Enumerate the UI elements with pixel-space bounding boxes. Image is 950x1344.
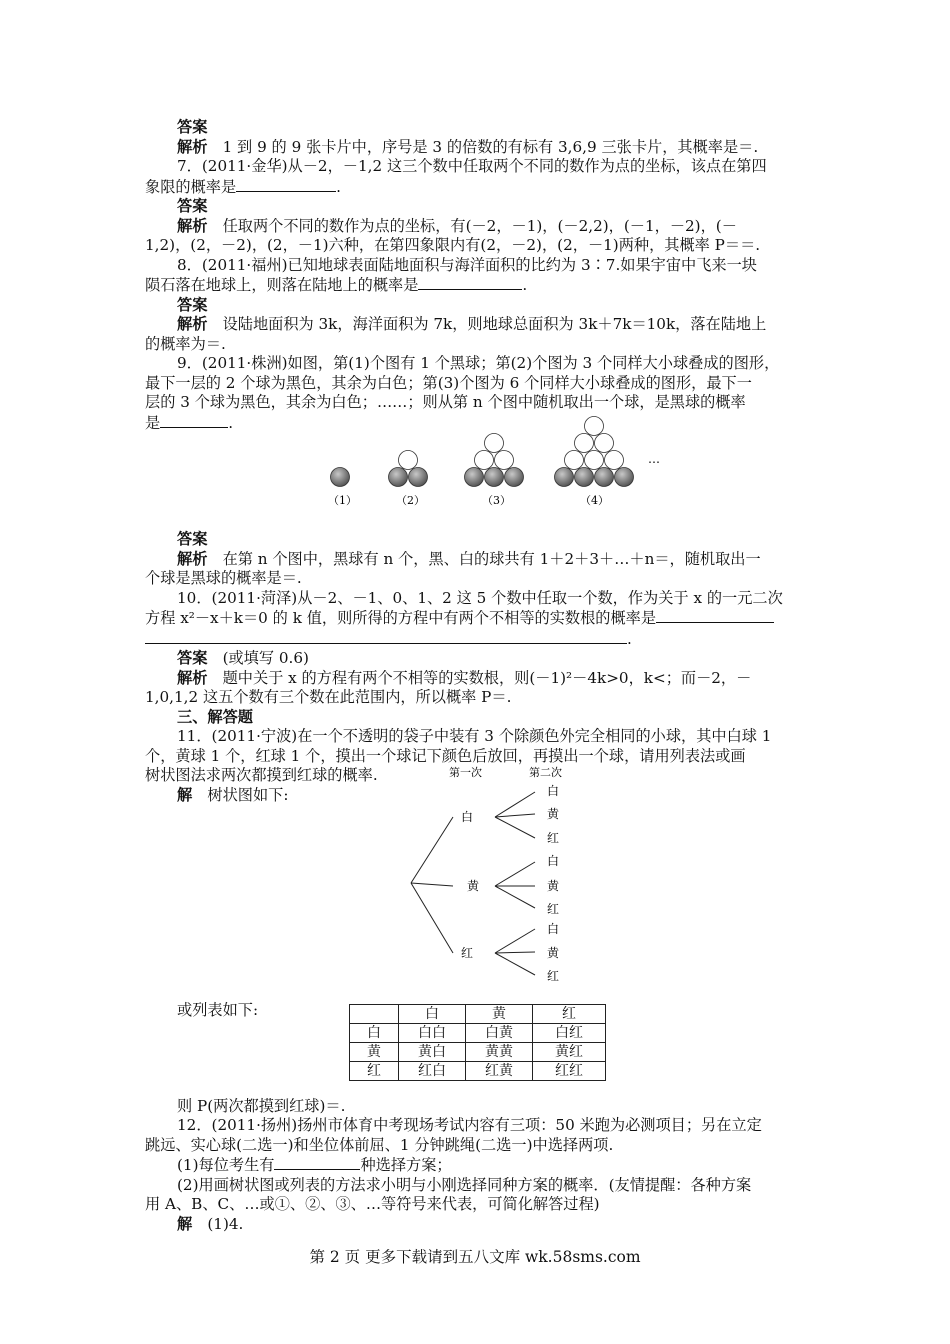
black-ball: [331, 468, 350, 487]
question-9-cont: 层的 3 个球为黑色，其余为白色；……；则从第 n 个图中随机取出一个球，是黑球的概率: [145, 393, 746, 411]
page-footer: 第 2 页 更多下载请到五八文库 wk.58sms.com: [309, 1248, 641, 1266]
figure-label-3: （3）: [482, 494, 511, 507]
white-ball: [585, 451, 604, 470]
tree-first-white: 白: [461, 810, 474, 824]
analysis-line: 的概率为＝.: [145, 334, 226, 353]
table-cell: 白红: [533, 1024, 606, 1043]
white-ball: [475, 451, 494, 470]
table-cell: 黄: [350, 1043, 399, 1062]
table-cell: 红红: [533, 1062, 606, 1081]
table-cell: 白: [350, 1024, 399, 1043]
answer-line: 答案 (或填写 0.6): [177, 649, 309, 667]
analysis-line: 1,0,1,2 这五个数有三个数在此范围内，所以概率 P＝.: [145, 688, 512, 706]
figure-ellipsis: …: [648, 452, 660, 466]
stacked-balls-figure: [322, 405, 682, 515]
tree-header-first: 第一次: [449, 766, 482, 779]
question-11-cont: 树状图法求两次都摸到红球的概率.: [145, 766, 378, 784]
white-ball: [485, 434, 504, 453]
table-cell: 黄白: [399, 1043, 466, 1062]
tree-second-white: 白: [547, 922, 560, 936]
black-ball: [409, 468, 428, 487]
table-cell: 黄黄: [466, 1043, 533, 1062]
solution-line: 解 (1)4.: [177, 1214, 244, 1233]
tree-second-yellow: 黄: [547, 946, 560, 960]
table-row: [350, 1024, 606, 1043]
table-cell: 红: [350, 1062, 399, 1081]
question-11-cont: 个，黄球 1 个，红球 1 个，摸出一个球记下颜色后放回，再摸出一个球，请用列表法或画: [145, 746, 746, 765]
question-12-part2: (2)用画树状图或列表的方法求小明与小刚选择同种方案的概率．(友情提醒：各种方案: [177, 1175, 752, 1194]
figure-label-1: （1）: [328, 494, 357, 507]
tree-second-red: 红: [547, 902, 560, 916]
question-8-cont: 陨石落在地球上，则落在陆地上的概率是 .: [145, 276, 528, 294]
answer-label: 答案: [177, 530, 208, 548]
table-cell: 白黄: [466, 1024, 533, 1043]
question-10: 10．(2011·菏泽)从－2、－1、0、1、2 这 5 个数中任取一个数，作为关于 x 的一元二次: [177, 588, 783, 607]
tree-second-red: 红: [547, 969, 560, 983]
question-12: 12．(2011·扬州)扬州市体育中考现场考试内容有三项：50 米跑为必测项目；另在立定: [177, 1116, 762, 1134]
answer-label: 答案: [177, 118, 208, 136]
table-cell: 红黄: [466, 1062, 533, 1081]
tree-second-white: 白: [547, 854, 560, 868]
question-9: 9．(2011·株洲)如图，第(1)个图有 1 个黑球；第(2)个图为 3 个同样大小球叠成的图形，: [177, 354, 780, 372]
black-ball: [615, 468, 634, 487]
question-7-cont: 象限的概率是 .: [145, 177, 341, 196]
question-12-cont: 跳远、实心球(二选一)和坐位体前屈、1 分钟跳绳(二选一)中选择两项.: [145, 1135, 614, 1154]
question-8: 8．(2011·福州)已知地球表面陆地面积与海洋面积的比约为 3∶7.如果宇宙中飞来一块: [177, 255, 757, 274]
outcome-table: [349, 1004, 606, 1081]
white-ball: [585, 417, 604, 436]
list-intro: 或列表如下:: [177, 1001, 259, 1019]
tree-diagram: [405, 762, 605, 987]
white-ball: [565, 451, 584, 470]
section-heading: 三、解答题: [177, 707, 253, 726]
question-11: 11．(2011·宁波)在一个不透明的袋子中装有 3 个除颜色外完全相同的小球，其中白球 1: [177, 727, 772, 745]
table-row: [350, 1043, 606, 1062]
question-10-cont: 方程 x²－x＋k＝0 的 k 值，则所得的方程中有两个不相等的实数根的概率是: [145, 608, 810, 629]
table-header-row: [350, 1005, 606, 1024]
question-12-part1: (1)每位考生有 种选择方案；: [177, 1156, 452, 1174]
question-7: 7．(2011·金华)从－2，－1,2 这三个数中任取两个不同的数作为点的坐标，该点在第四: [177, 157, 767, 175]
analysis-line: 解析 在第 n 个图中，黑球有 n 个，黑、白的球共有 1＋2＋3＋…＋n＝，随机取出一: [177, 549, 761, 568]
black-ball: [555, 468, 574, 487]
black-ball: [389, 468, 408, 487]
table-cell: 黄: [466, 1005, 533, 1024]
answer-label: 答案: [177, 197, 208, 215]
white-ball: [495, 451, 514, 470]
black-ball: [465, 468, 484, 487]
black-ball: [485, 468, 504, 487]
tree-second-white: 白: [547, 784, 560, 798]
analysis-line: 解析 设陆地面积为 3k，海洋面积为 7k，则地球总面积为 3k＋7k＝10k，落在陆地上: [177, 315, 767, 333]
analysis-line: 解析 任取两个不同的数作为点的坐标，有(－2，－1)，(－2,2)，(－1，－2)，(－: [177, 216, 737, 235]
tree-first-yellow: 黄: [467, 879, 480, 893]
table-cell: 红白: [399, 1062, 466, 1081]
tree-second-yellow: 黄: [547, 807, 560, 821]
probability-line: 则 P(两次都摸到红球)＝.: [177, 1096, 346, 1115]
table-cell: [350, 1005, 399, 1024]
question-10-cont: .: [145, 629, 810, 650]
question-12-cont: 用 A、B、C、…或①、②、③、…等符号来代表，可简化解答过程): [145, 1195, 600, 1213]
white-ball: [605, 451, 624, 470]
tree-first-red: 红: [461, 946, 474, 960]
figure-label-4: （4）: [580, 494, 609, 507]
white-ball: [595, 434, 614, 453]
white-ball: [575, 434, 594, 453]
analysis-line: 1,2)，(2，－2)，(2，－1)六种，在第四象限内有(2，－2)，(2，－1)两种，其概率 P＝＝.: [145, 236, 761, 254]
table-cell: 白白: [399, 1024, 466, 1043]
solution-line: 解 树状图如下:: [177, 785, 289, 804]
tree-second-yellow: 黄: [547, 879, 560, 893]
tree-second-red: 红: [547, 831, 560, 845]
white-ball: [399, 451, 418, 470]
table-cell: 白: [399, 1005, 466, 1024]
table-row: [350, 1062, 606, 1081]
analysis-line: 解析 1 到 9 的 9 张卡片中，序号是 3 的倍数的有标有 3,6,9 三张卡片，其概率是＝.: [177, 137, 759, 156]
analysis-line: 个球是黑球的概率是＝.: [145, 569, 302, 587]
tree-header-second: 第二次: [529, 766, 562, 779]
table-cell: 红: [533, 1005, 606, 1024]
figure-label-2: （2）: [396, 494, 425, 507]
answer-label: 答案: [177, 295, 208, 314]
question-9-cont: 是 .: [145, 413, 234, 432]
black-ball: [575, 468, 594, 487]
analysis-line: 解析 题中关于 x 的方程有两个不相等的实数根，则(－1)²－4k>0，k<；而－2，－: [177, 668, 752, 687]
black-ball: [595, 468, 614, 487]
black-ball: [505, 468, 524, 487]
question-9-cont: 最下一层的 2 个球为黑色，其余为白色；第(3)个图为 6 个同样大小球叠成的图形，最下一: [145, 373, 752, 392]
table-cell: 黄红: [533, 1043, 606, 1062]
